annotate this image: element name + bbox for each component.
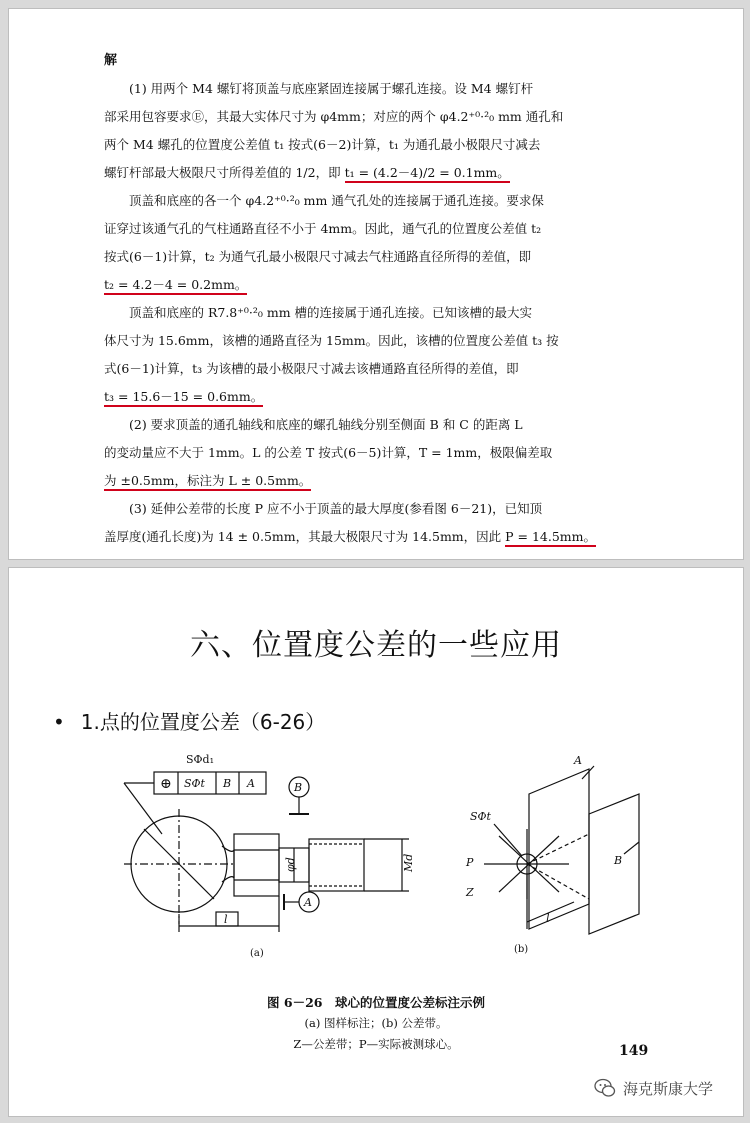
dim-l: l: [224, 913, 228, 926]
bullet-item: [53, 706, 325, 735]
frame-tolerance: SΦt: [184, 777, 205, 790]
figure-caption-title: 图 6－26 球心的位置度公差标注示例: [267, 995, 485, 1010]
fig-b-z: Z: [466, 886, 474, 899]
formula-L: 为 ±0.5mm，标注为 L ± 0.5mm。: [104, 473, 311, 491]
fig-b-sphi-t: SΦt: [470, 810, 491, 823]
bullet-text: 1.点的位置度公差（6-26）: [80, 710, 326, 734]
sub-label-b: (b): [514, 944, 529, 955]
para1-line3: 两个 M4 螺孔的位置度公差值 t₁ 按式(6－2)计算，t₁ 为通孔最小极限尺寸减去: [104, 137, 541, 152]
formula-P: P = 14.5mm。: [505, 529, 596, 547]
para5-line1: (3) 延伸公差带的长度 P 应不小于顶盖的最大厚度(参看图 6－21)，已知顶: [129, 501, 543, 516]
para2-line1: 顶盖和底座的各一个 φ4.2⁺⁰·²₀ mm 通气孔处的连接属于通孔连接。要求保: [129, 193, 544, 208]
fig-b-b: B: [614, 854, 623, 867]
frame-datum-b: B: [223, 777, 232, 790]
page-number: 149: [619, 1043, 649, 1059]
para4-line1: (2) 要求顶盖的通孔轴线和底座的螺孔轴线分别至侧面 B 和 C 的距离 L: [129, 417, 523, 432]
para5-line2: 盖厚度(通孔长度)为 14 ± 0.5mm，其最大极限尺寸为 14.5mm，因此: [104, 529, 506, 544]
wechat-icon: [593, 1076, 617, 1100]
dim-md: Md: [402, 853, 415, 872]
formula-t2: t₂ = 4.2－4 = 0.2mm。: [104, 277, 247, 295]
watermark-text: 海克斯康大学: [623, 1079, 714, 1098]
para3-line1: 顶盖和底座的 R7.8⁺⁰·²₀ mm 槽的连接属于通孔连接。已知该槽的最大实: [129, 305, 533, 320]
para2-line3: 按式(6－1)计算，t₂ 为通气孔最小极限尺寸减去气柱通路直径所得的差值，即: [104, 249, 532, 264]
slide-title: 六、位置度公差的一些应用: [190, 628, 562, 663]
para3-line3: 式(6－1)计算，t₃ 为该槽的最小极限尺寸减去该槽通路直径所得的差值，即: [104, 361, 519, 376]
datum-a-label: A: [304, 896, 312, 909]
fig-b-a: A: [574, 754, 582, 767]
bullet-dot-icon: •: [53, 710, 65, 734]
frame-datum-a: A: [247, 777, 255, 790]
figure-caption-line2: (a) 图样标注；(b) 公差带。: [304, 1016, 448, 1030]
para1-line2: 部采用包容要求Ⓔ，其最大实体尺寸为 φ4mm；对应的两个 φ4.2⁺⁰·²₀ mm 通孔和: [104, 109, 564, 124]
formula-t3: t₃ = 15.6－15 = 0.6mm。: [104, 389, 263, 407]
para1-line4: 螺钉杆部最大极限尺寸所得差值的 1/2，即: [104, 165, 345, 180]
dim-phi-d: φd: [284, 857, 297, 872]
watermark: [593, 1076, 713, 1100]
label-sphi-d1: SΦd₁: [186, 754, 215, 766]
solution-text: [104, 47, 664, 551]
position-symbol-icon: ⊕: [160, 776, 172, 792]
figure-6-26: [104, 754, 674, 994]
solution-heading: 解: [104, 53, 118, 68]
para3-line2: 体尺寸为 15.6mm，该槽的通路直径为 15mm。因此，该槽的位置度公差值 t₃ 按: [104, 333, 559, 348]
para2-line2: 证穿过该通气孔的气柱通路直径不小于 4mm。因此，通气孔的位置度公差值 t₂: [104, 221, 542, 236]
figure-caption-line3: Z—公差带；P—实际被测球心。: [293, 1037, 459, 1051]
para1-line1: (1) 用两个 M4 螺钉将顶盖与底座紧固连接属于螺孔连接。设 M4 螺钉杆: [129, 81, 534, 96]
sub-label-a: (a): [250, 948, 264, 959]
slide-1: [8, 8, 744, 560]
formula-t1: t₁ = (4.2－4)/2 = 0.1mm。: [345, 165, 510, 183]
para4-line2: 的变动量应不大于 1mm。L 的公差 T 按式(6－5)计算，T = 1mm，极限偏差取: [104, 445, 553, 460]
fig-b-p: P: [466, 856, 474, 869]
slide-2: [8, 567, 744, 1117]
datum-b-label: B: [294, 781, 303, 794]
fig-b-l: l: [546, 912, 550, 925]
